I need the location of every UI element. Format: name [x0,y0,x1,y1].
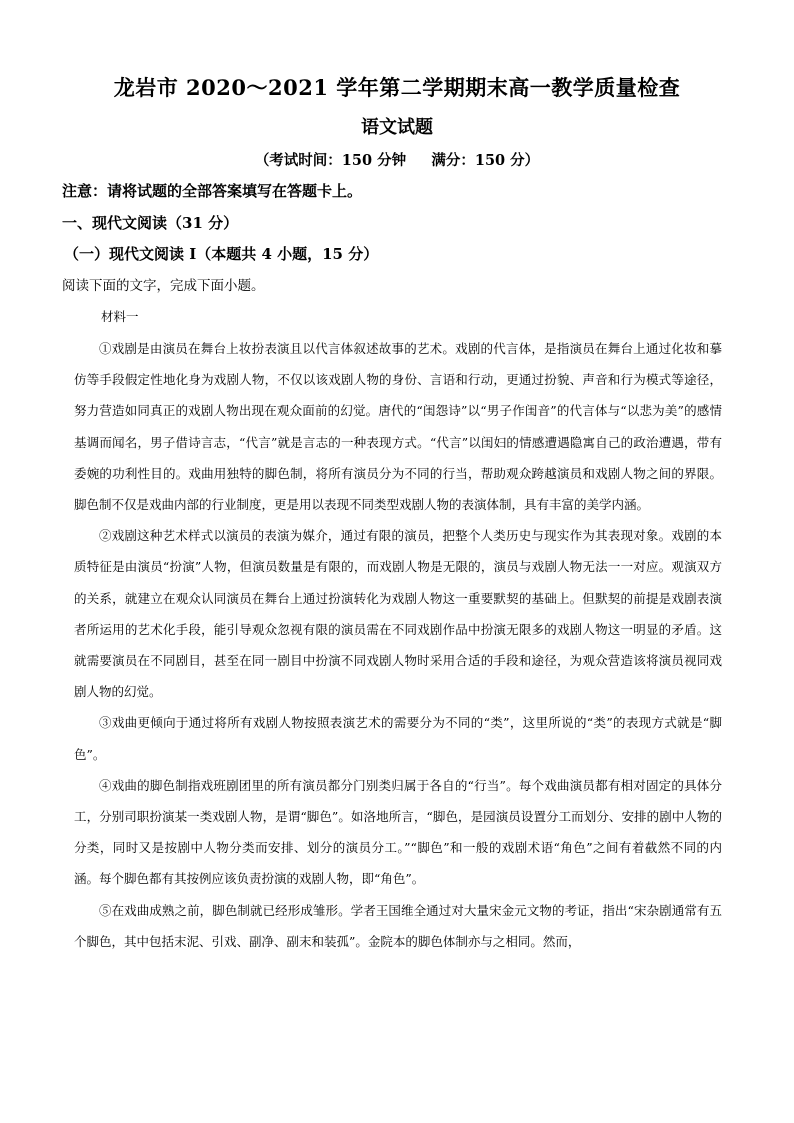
material-body [74,333,722,957]
paragraph-1: ①戏剧是由演员在舞台上妆扮表演且以代言体叙述故事的艺术。戏剧的代言体，是指演员在舞台上通过化妆和摹仿等手段假定性地化身为戏剧人物，不仅以该戏剧人物的身份、言语和行动，更通过扮貌、声音和行为模式等途径，努力营造如同真正的戏剧人物出现在观众面前的幻觉。唐代的“闺怨诗”以“男子作闺音”的代言体与“以悲为美”的感情基调而闻名，男子借诗言志，“代言”就是言志的一种表现方式。“代言”以闺妇的情感遭遇隐寓自己的政治遭遇，带有委婉的功利性目的。戏曲用独特的脚色制，将所有演员分为不同的行当，帮助观众跨越演员和戏剧人物之间的界限。脚色制不仅是戏曲内部的行业制度，更是用以表现不同类型戏剧人物的表演体制，具有丰富的美学内涵。 [74,341,722,513]
paragraph-5: ⑤在戏曲成熟之前，脚色制就已经形成雏形。学者王国维全通过对大量宋金元文物的考证，指出“宋杂剧通常有五个脚色，其中包括末泥、引戏、副净、副末和装孤”。金院本的脚色体制亦与之相同。然而， [74,902,722,949]
answer-note: 注意：请将试题的全部答案填写在答题卡上。 [62,182,363,200]
material-label: 材料一 [101,309,139,324]
reading-instruction: 阅读下面的文字，完成下面小题。 [62,278,265,294]
exam-subtitle: 语文试题 [361,117,433,138]
exam-info: （考试时间：150 分钟 满分：150 分） [254,152,540,169]
paragraph-4: ④戏曲的脚色制指戏班剧团里的所有演员都分门别类归属于各自的“行当”。每个戏曲演员都有相对固定的具体分工，分别司职扮演某一类戏剧人物，是谓“脚色”。如洛地所言，“脚色，是园演员设置分工而划分、安排的剧中人物的分类，同时又是按剧中人物分类而安排、划分的演员分工。”“脚色”和一般的戏剧术语“角色”之间有着截然不同的内涵。每个脚色都有其按例应该负责扮演的戏剧人物，即“角色”。 [74,777,722,887]
paragraph-3: ③戏曲更倾向于通过将所有戏剧人物按照表演艺术的需要分为不同的“类”，这里所说的“类”的表现方式就是“脚色”。 [74,715,722,762]
exam-title: 龙岩市 2020～2021 学年第二学期期末高一教学质量检查 [113,75,681,100]
section-heading: 一、现代文阅读（31 分） [62,214,239,232]
paragraph-2: ②戏剧这种艺术样式以演员的表演为媒介，通过有限的演员，把整个人类历史与现实作为其表现对象。戏剧的本质特征是由演员“扮演”人物，但演员数量是有限的，而戏剧人物是无限的，演员与戏剧人物无法一一对应。观演双方的关系，就建立在观众认同演员在舞台上通过扮演转化为戏剧人物这一重要默契的基础上。但默契的前提是戏剧表演者所运用的艺术化手段，能引导观众忽视有限的演员需在不同戏剧作品中扮演无限多的戏剧人物这一明显的矛盾。这就需要演员在不同剧目，甚至在同一剧目中扮演不同戏剧人物时采用合适的手段和途径，为观众营造该将演员视同戏剧人物的幻觉。 [74,528,722,700]
subsection-heading: （一）现代文阅读 I（本题共 4 小题，15 分） [64,245,379,263]
